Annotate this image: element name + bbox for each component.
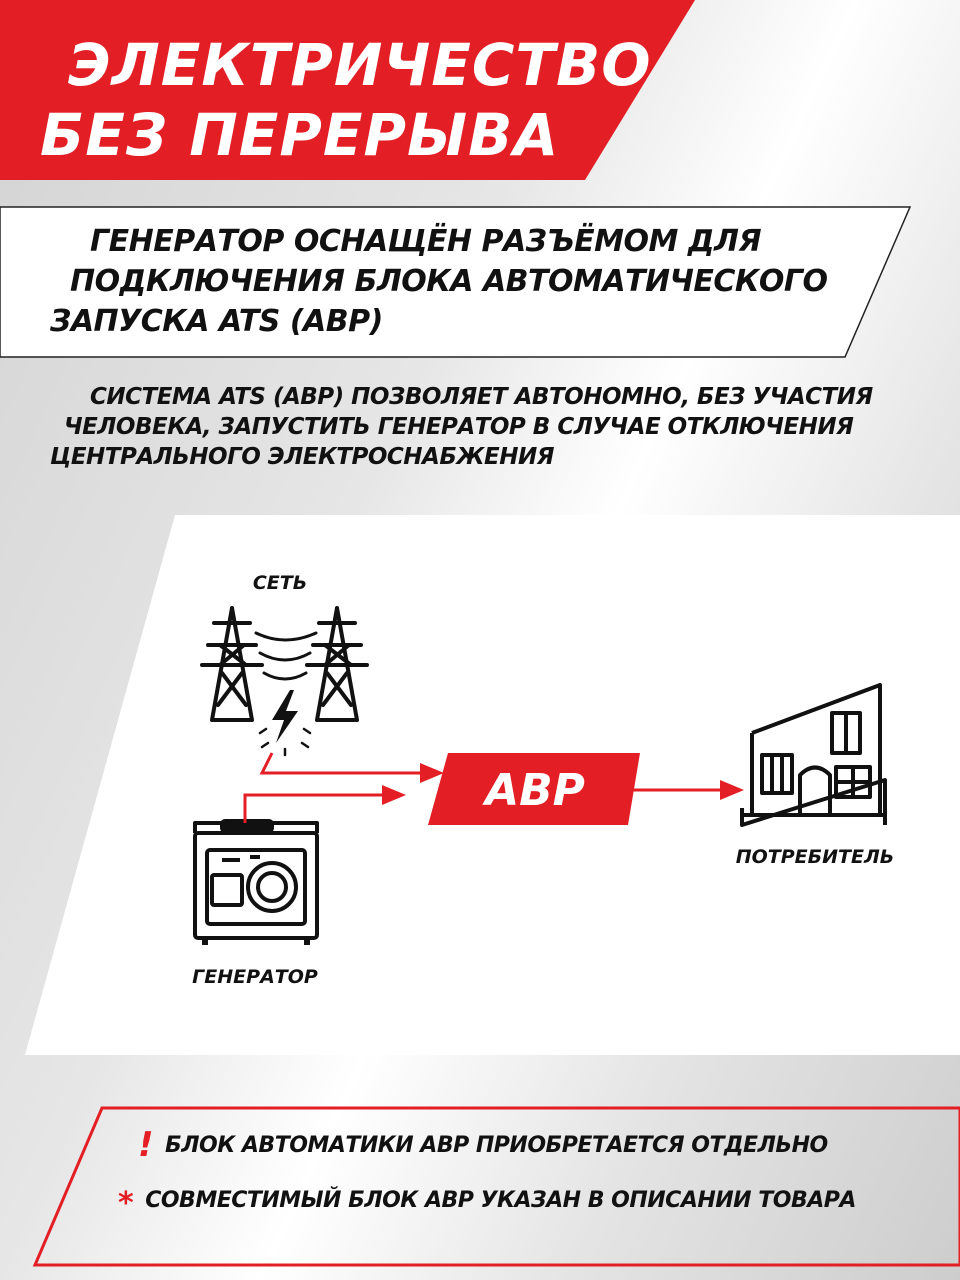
asterisk-icon: * (118, 1186, 134, 1221)
note-text: СОВМЕСТИМЫЙ БЛОК АВР УКАЗАН В ОПИСАНИИ ТОВАРА (145, 1188, 856, 1213)
subtitle-line-1: ГЕНЕРАТОР ОСНАЩЁН РАЗЪЁМОМ ДЛЯ (90, 224, 762, 259)
title-line-2: БЕЗ ПЕРЕРЫВА (40, 101, 560, 169)
grid-label: СЕТЬ (252, 572, 308, 594)
note-item (118, 1186, 856, 1219)
generator-label: ГЕНЕРАТОР (192, 966, 318, 988)
description-line-2: ЧЕЛОВЕКА, ЗАПУСТИТЬ ГЕНЕРАТОР В СЛУЧАЕ ОТКЛЮЧЕНИЯ (64, 414, 854, 440)
description-line-1: СИСТЕМА ATS (АВР) ПОЗВОЛЯЕТ АВТОНОМНО, БЕЗ УЧАСТИЯ (90, 384, 873, 410)
abr-label: АВР (485, 765, 585, 816)
note-text: БЛОК АВТОМАТИКИ АВР ПРИОБРЕТАЕТСЯ ОТДЕЛЬНО (165, 1133, 828, 1158)
exclamation-icon: ! (138, 1125, 154, 1165)
title-line-1: ЭЛЕКТРИЧЕСТВО (68, 31, 652, 99)
subtitle-line-2: ПОДКЛЮЧЕНИЯ БЛОКА АВТОМАТИЧЕСКОГО (70, 264, 828, 299)
note-item (138, 1125, 828, 1165)
page-title (40, 30, 670, 170)
consumer-label: ПОТРЕБИТЕЛЬ (735, 846, 895, 868)
subtitle (50, 222, 880, 342)
description (50, 382, 910, 472)
description-line-3: ЦЕНТРАЛЬНОГО ЭЛЕКТРОСНАБЖЕНИЯ (50, 444, 554, 470)
subtitle-line-3: ЗАПУСКА ATS (АВР) (50, 304, 383, 339)
